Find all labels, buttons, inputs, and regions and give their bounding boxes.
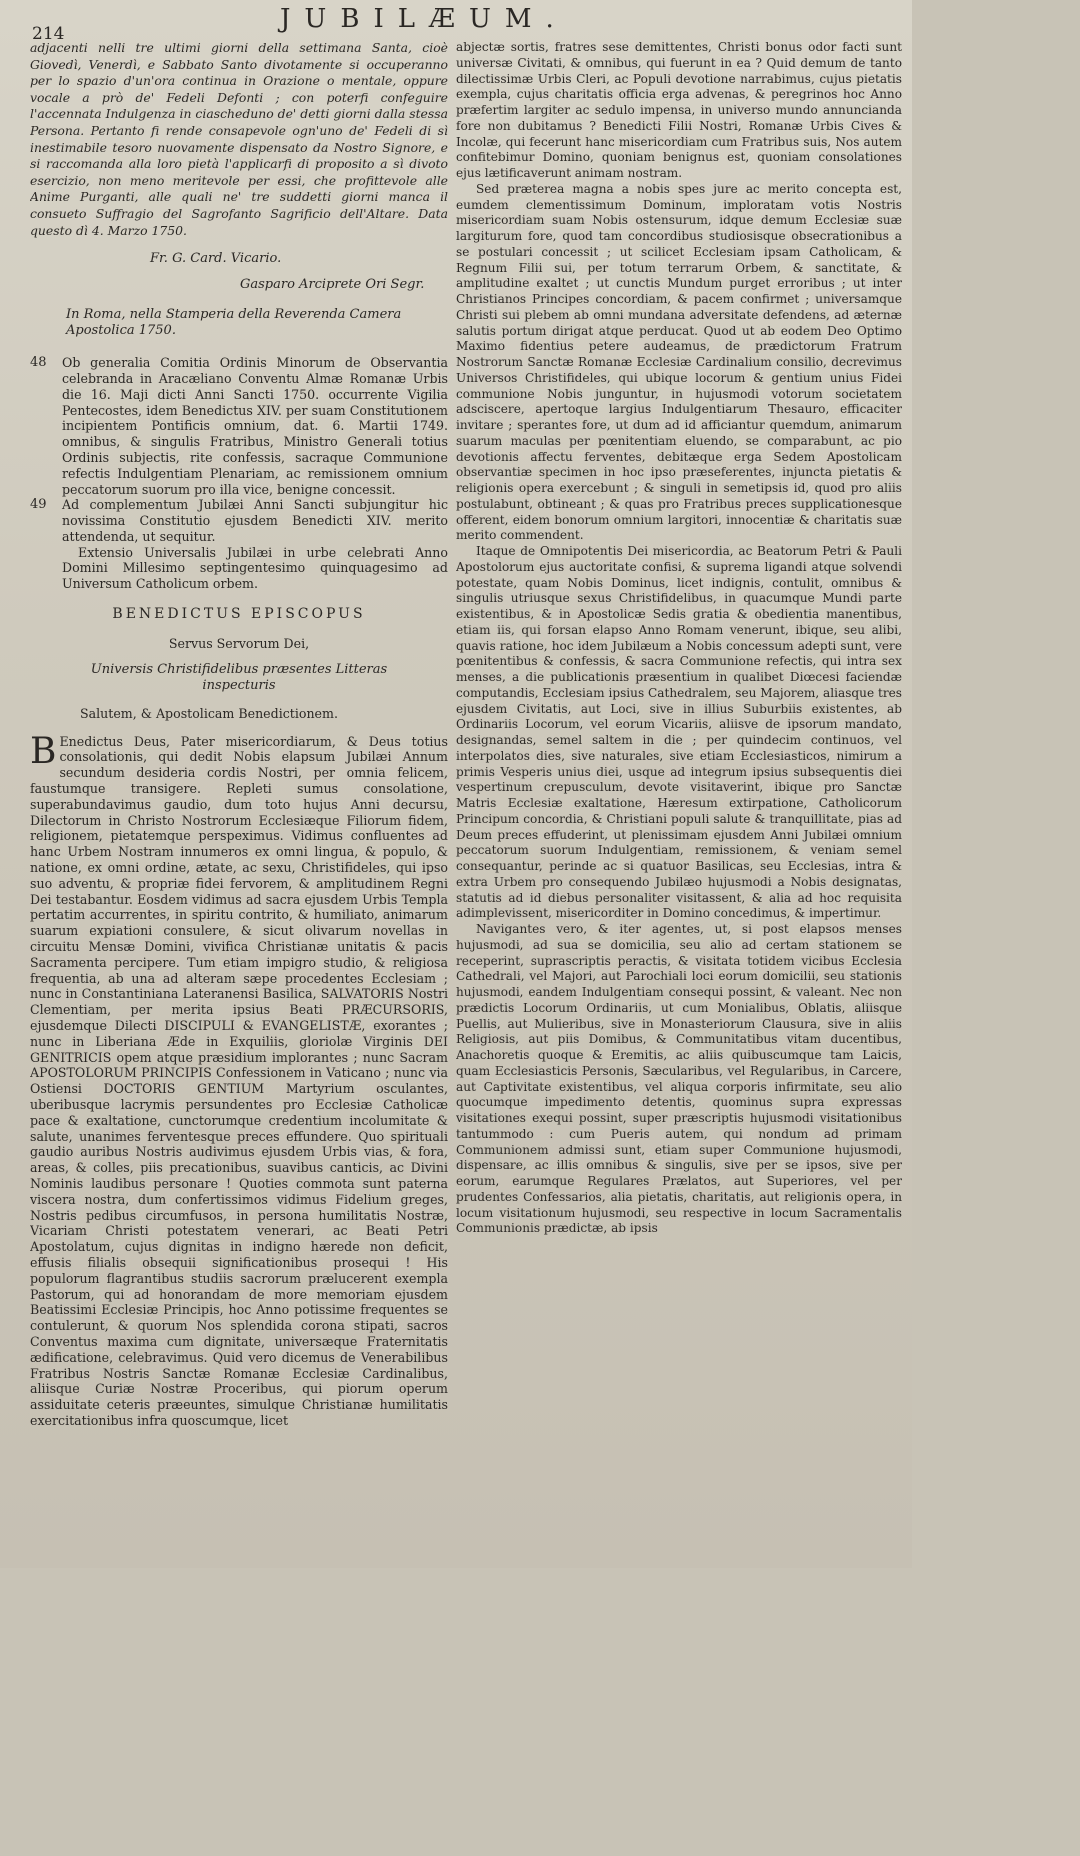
paragraph-text: Ob generalia Comitia Ordinis Minorum de Observantia celebranda in Aracæliano Conventu Almæ Romanæ Urbis die 16. Maji dicti Anni Sancti 1750. occurrente Vigilia Pentecostes, idem Benedictus XIV. per suam Constitutionem incipientem Pontificis omnium, dat. 6. Martii 1749. omnibus, & singulis Fratribus, Ministro Generali totius Ordinis subjectis, rite confessis, sacraque Communione refectis Indulgentiam Plenariam, ac remissionem omnium peccatorum suorum pro illa vice, benigne concessit. <box>62 355 448 497</box>
right-paragraph-2: Sed præterea magna a nobis spes jure ac merito concepta est, eumdem clementissimum Dominum, imploratam votis Nostris misericordiam suam Nobis ostensurum, idque demum Ecclesiæ suæ largiturum fore, quod tam concordibus studiosisque obsecrationibus a se postulari concessit ; ut scilicet Ecclesiam ipsam Catholicam, & Regnum Filii sui, per totum terrarum Orbem, & sanctitate, & amplitudine exaltet ; ut cunctis Mundum purget erroribus ; ut inter Christianos Principes concordiam, & pacem confirmet ; universamque Christi sui plebem ab omni mundana adversitate defendens, ad æternæ salutis portum dirigat atque perducat. Quod ut ab eodem Deo Optimo Maximo fidentius petere audeamus, de prædictorum Fratrum Nostrorum Sanctæ Romanæ Ecclesiæ Cardinalium consilio, decrevimus Universos Christifideles, qui ubique locorum & gentium unius Fidei communione Nobis junguntur, in hujusmodi votorum societatem adsciscere, apertoque largius Indulgentiarum Thesauro, efficaciter invitare ; sperantes fore, ut dum ad id afficiantur quemdum, animarum suarum maculas per pœnitentiam eluendo, se comparabunt, ac pio devotionis affectu ferventes, debitæque erga Sedem Apostolicam observantiæ specimen in hoc ipso præseferentes, injuncta pietatis & religionis opera exercebunt ; & singuli in semetipsis id, quod pro aliis postulabunt, obtineant ; & quas pro Fratribus preces supplicationesque offerent, eidem bonorum omnium largitori, innocentiæ & charitatis suæ merito commendent. <box>456 181 902 543</box>
page-header <box>0 2 912 44</box>
drop-cap: B <box>30 730 57 772</box>
running-title: JUBILÆUM. <box>280 4 568 34</box>
paragraph-48 <box>30 355 448 497</box>
bull-heading: BENEDICTUS EPISCOPUS <box>112 606 366 623</box>
paragraph-text: Ad complementum Jubilæi Anni Sancti subjungitur hic novissima Constitutio ejusdem Benedicti XIV. merito attendenda, ut sequitur. <box>62 497 448 544</box>
right-column <box>456 40 902 1560</box>
paragraph-number: 49 <box>30 497 47 513</box>
imprint-line: In Roma, nella Stamperia della Reverenda Camera Apostolica 1750. <box>66 307 402 339</box>
greeting-line: Salutem, & Apostolicam Benedictionem. <box>80 705 338 721</box>
servus-line: Servus Servorum Dei, <box>168 636 310 652</box>
bull-main-body: Enedictus Deus, Pater misericordiarum, & Deus totius consolationis, qui dedit Nobis elapsum Jubilæi Annum secundum desideria cordis Nostri, per omnia felicem, faustumque transigere. Repleti sumus consolatione, superabundavimus gaudio, dum toto hujus Anni decursu, Dilectorum in Christo Nostrorum Ecclesiæque Filiorum fidem, religionem, pietatemque perspeximus. Vidimus confluentes ad hanc Urbem Nostram innumeros ex omni lingua, & populo, & natione, ex omni ordine, ætate, ac sexu, Christifideles, qui ipso suo adventu, & propriæ fidei fervorem, & amplitudinem Regni Dei testabantur. Eosdem vidimus ad sacra ejusdem Urbis Templa pertatim accurrentes, in spiritu contrito, & humiliato, animarum suarum expiationi consulere, & sicut olivarum novellas in circuitu Mensæ Domini, vivifica Christianæ unitatis & pacis Sacramenta percipere. Tum etiam impigro studio, & religiosa frequentia, ab una ad alteram sæpe procedentes Ecclesiam ; nunc in Constantiniana Lateranensi Basilica, SALVATORIS Nostri Clementiam, per merita ipsius Beati PRÆCURSORIS, ejusdemque Dilecti DISCIPULI & EVANGELISTÆ, exorantes ; nunc in Liberiana Æde in Exquiliis, gloriolæ Virginis DEI GENITRICIS opem atque præsidium implorantes ; nunc Sacram APOSTOLORUM PRINCIPIS Confessionem in Vaticano ; nunc via Ostiensi DOCTORIS GENTIUM Martyrium osculantes, uberibusque lacrymis persundentes pro Ecclesiæ Catholicæ pace & exaltatione, cunctorumque credentium incolumitate & salute, unanimes ferventesque preces effundere. Quo spirituali gaudio auribus Nostris audivimus ejusdem Urbis vias, & fora, areas, & colles, piis precationibus, suavibus canticis, ac Divini Nominis laudibus personare ! Quoties commota sunt paterna viscera nostra, dum confertissimos vidimus Fidelium greges, Nostris pedibus circumfusos, in persona humilitatis Nostræ, Vicariam Christi potestatem venerari, ac Beati Petri Apostolatum, cujus dignitas in indigno hærede non deficit, effusis filialis obsequii significationibus prosequi ! His populorum flagrantibus studiis sacrorum prælucerent exempla Pastorum, qui ad honorandam de more memoriam ejusdem Beatissimi Ecclesiæ Principis, hoc Anno potissime frequentes se contulerunt, & quorum Nos splendida corona stipati, sacros Conventus maxima cum dignitate, universæque Fraternitatis ædificatione, celebravimus. Quid vero dicemus de Venerabilibus Fratribus Nostris Sanctæ Romanæ Ecclesiæ Cardinalibus, aliisque Curiæ Nostræ Proceribus, qui piorum operum assiduitate ceteris præeuntes, simulque Christianæ humilitatis exercitationibus infra quoscumque, licet <box>30 733 448 1428</box>
left-column <box>30 40 448 1555</box>
paragraph-number: 48 <box>30 355 47 371</box>
signature-vicar: Fr. G. Card. Vicario. <box>150 251 282 267</box>
page-number: 214 <box>32 24 65 44</box>
right-paragraph-1: abjectæ sortis, fratres sese demittentes, Christi bonus odor facti sunt universæ Civitati, & omnibus, qui fuerunt in ea ? Quid demum de tanto dilectissimæ Urbis Cleri, ac Populi devotione narrabimus, cujus pietatis exempla, cujus charitatis officia erga advenas, & peregrinos hoc Anno præfertim largiter ac sedulo impensa, in universo mundo annuncianda fore non dubitamus ? Benedicti Filii Nostri, Romanæ Urbis Cives & Incolæ, qui fecerunt hanc misericordiam cum Fratribus suis, Nos autem confitebimur Domino, quoniam benignus est, quoniam consolationes ejus lætificaverunt animam nostram. <box>456 40 902 180</box>
italian-notice: adjacenti nelli tre ultimi giorni della settimana Santa, cioè Giovedì, Venerdì, e Sabbato Santo divotamente si occuperanno per lo spazio d'un'ora continua in Orazione o mentale, oppure vocale a prò de' Fedeli Defonti ; con poterfi confeguire l'accennata Indulgenza in ciascheduno de' detti giorni dalla stessa Persona. Pertanto fi rende consapevole ogn'uno de' Fedeli di sì inestimabile tesoro nuovamente dispensato da Nostro Signore, e si raccomanda alla loro pietà l'applicarfi di proposito a sì divoto esercizio, non meno meritevole per essi, che profittevole alle Anime Purganti, alle quali ne' tre suddetti giorni manca il consueto Suffragio del Sagrofanto Sagrificio dell'Altare. Data questo dì 4. Marzo 1750. <box>30 40 448 238</box>
paragraph-49 <box>30 497 448 544</box>
bull-main-text <box>30 730 448 1429</box>
extensio-title: Extensio Universalis Jubilæi in urbe celebrati Anno Domini Millesimo septingentesimo quinquagesimo ad Universum Catholicum orbem. <box>62 544 448 592</box>
right-paragraph-3: Itaque de Omnipotentis Dei misericordia, ac Beatorum Petri & Pauli Apostolorum ejus auctoritate confisi, & suprema ligandi atque solvendi potestate, quam Nobis Dominus, licet indignis, contulit, omnibus & singulis utriusque sexus Christifidelibus, in quacumque Mundi parte existentibus, & in Apostolicæ Sedis gratia & obedientia manentibus, etiam iis, qui forsan elapso Anno Romam venerunt, ibique, seu alibi, quavis ratione, hoc idem Jubilæum a Nobis concessum adepti sunt, vere pœnitentibus & confessis, & sacra Communione refectis, qui intra sex menses, a die publicationis præsentium in qualibet Diœcesi faciendæ computandis, Ecclesiam ipsius Cathedralem, seu Majorem, aliasque tres ejusdem Civitatis, aut Loci, sive in illius Suburbiis existentes, ab Ordinariis Locorum, vel eorum Vicariis, aliisve de ipsorum mandato, designandas, semel saltem in die ; per quindecim continuos, vel interpolatos dies, sive naturales, sive etiam Ecclesiasticos, nimirum a primis Vesperis unius diei, usque ad integrum ipsius subsequentis diei vespertinum crepusculum, devote visitaverint, ibique pro Sanctæ Matris Ecclesiæ exaltatione, Hæresum extirpatione, Catholicorum Principum concordia, & Christiani populi salute & tranquillitate, pias ad Deum preces effuderint, ut plenissimam ejusdem Anni Jubilæi omnium peccatorum suorum Indulgentiam, remissionem, & veniam semel consequantur, perinde ac si quatuor Basilicas, seu Ecclesias, intra & extra Urbem pro consequendo Jubilæo hujusmodi a Nobis designatas, statutis ad id diebus personaliter visitassent, & alia ad hoc requisita adimplevissent, misericorditer in Domino concedimus, & impertimur. <box>456 544 902 921</box>
right-paragraph-4: Navigantes vero, & iter agentes, ut, si post elapsos menses hujusmodi, ad sua se domicilia, seu alio ad certam stationem se receperint, suprascriptis peractis, & visitata totidem vicibus Ecclesia Cathedrali, vel Majori, aut Parochiali loci eorum domicilii, seu stationis hujusmodi, eandem Indulgentiam consequi possint, & valeant. Nec non prædictis Locorum Ordinariis, ut cum Monialibus, Oblatis, aliisque Puellis, aut Mulieribus, sive in Monasteriorum Clausura, sive in aliis Religiosis, aut piis Domibus, & Communitatibus vitam ducentibus, Anachoretis quoque & Eremitis, ac aliis quibuscumque tam Laicis, quam Ecclesiasticis Personis, Sæcularibus, vel Regularibus, in Carcere, aut Captivitate existentibus, vel aliqua corporis infirmitate, seu alio quocumque impedimento detentis, quominus supra expressas visitationes exequi possint, super præscriptis hujusmodi visitationibus tantummodo : cum Pueris autem, qui nondum ad primam Communionem admissi sunt, etiam super Communione hujusmodi, dispensare, ac illis omnibus & singulis, sive per se ipsos, sive per eorum, earumque Regulares Prælatos, aut Superiores, vel per prudentes Confessarios, alia pietatis, charitatis, aut religionis opera, in locum visitationum hujusmodi, seu respective in locum Sacramentalis Communionis prædictæ, ab ipsis <box>456 922 902 1236</box>
address-line: Universis Christifidelibus præsentes Litteras inspecturis <box>90 661 388 693</box>
signature-secretary: Gasparo Arciprete Ori Segr. <box>240 277 425 293</box>
